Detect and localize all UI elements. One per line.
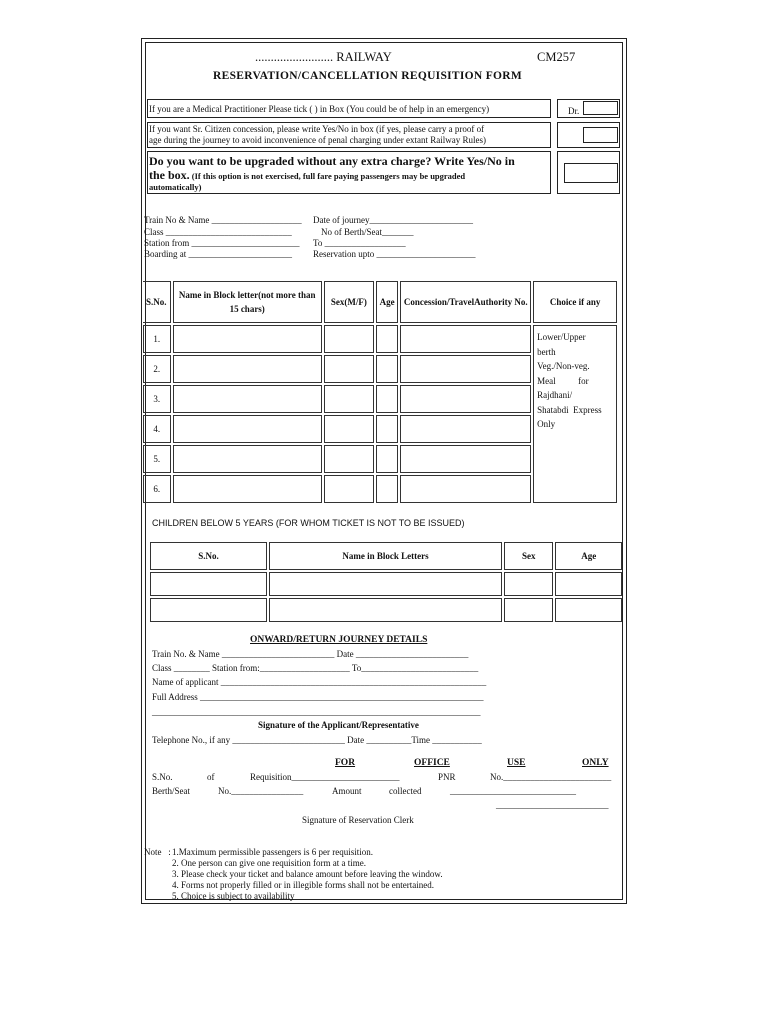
office-sno-label: S.No. xyxy=(152,772,173,782)
age-cell[interactable] xyxy=(376,385,398,413)
upgrade-answer-container xyxy=(557,151,620,194)
name-cell[interactable] xyxy=(173,445,322,473)
concession-cell[interactable] xyxy=(400,475,531,503)
office-word-office: OFFICE xyxy=(414,758,450,768)
age-cell[interactable] xyxy=(376,415,398,443)
berth-seat-no-field[interactable]: No.________________ xyxy=(218,786,304,796)
child-age-cell[interactable] xyxy=(555,572,622,596)
berth-seat-label: Berth/Seat xyxy=(152,786,190,796)
child-age-cell[interactable] xyxy=(555,598,622,622)
office-word-for: FOR xyxy=(335,758,356,768)
row-sno: 5. xyxy=(143,445,171,473)
header-sex: Sex(M/F) xyxy=(324,281,374,323)
row-sno: 4. xyxy=(143,415,171,443)
senior-question-box xyxy=(147,122,551,148)
row-sno: 6. xyxy=(143,475,171,503)
choice-line: Only xyxy=(537,419,556,429)
children-header-sno: S.No. xyxy=(150,542,267,570)
table-row xyxy=(150,572,622,596)
row-sno: 1. xyxy=(143,325,171,353)
header-sno: S.No. xyxy=(143,281,171,323)
concession-cell[interactable] xyxy=(400,325,531,353)
row-sno: 3. xyxy=(143,385,171,413)
concession-cell[interactable] xyxy=(400,415,531,443)
note-item: 2. One person can give one requisition form at a time. xyxy=(172,858,366,868)
child-sex-cell[interactable] xyxy=(504,572,553,596)
child-sno-cell[interactable] xyxy=(150,572,267,596)
children-header-name: Name in Block Letters xyxy=(269,542,502,570)
choice-line: Meal for xyxy=(537,375,589,386)
medical-question-text: If you are a Medical Practitioner Please tick ( ) in Box (You could be of help in an emergency) xyxy=(149,104,490,114)
child-sex-cell[interactable] xyxy=(504,598,553,622)
office-word-only: ONLY xyxy=(582,758,609,768)
note-item: 1.Maximum permissible passengers is 6 per requisition. xyxy=(172,847,373,857)
child-sno-cell[interactable] xyxy=(150,598,267,622)
child-name-cell[interactable] xyxy=(269,598,502,622)
full-address-field[interactable]: Full Address _______________________________________________________________ xyxy=(152,692,484,702)
upgrade-question-line-1: Do you want to be upgraded without any extra charge? Write Yes/No in xyxy=(149,154,515,168)
choice-line: Rajdhani/ xyxy=(537,390,573,400)
header-age: Age xyxy=(376,281,398,323)
medical-question-box xyxy=(147,99,551,118)
onward-train-field[interactable]: Train No. & Name _________________________ Date _________________________ xyxy=(152,649,469,659)
sex-cell[interactable] xyxy=(324,325,374,353)
children-caption: CHILDREN BELOW 5 YEARS (FOR WHOM TICKET IS NOT TO BE ISSUED) xyxy=(152,518,465,528)
name-cell[interactable] xyxy=(173,415,322,443)
header-choice: Choice if any xyxy=(533,281,617,323)
requisition-field[interactable]: Requisition________________________ xyxy=(250,772,400,782)
dr-label: Dr. xyxy=(568,106,580,116)
full-address-line-2[interactable]: _________________________________________________________________________ xyxy=(152,707,481,717)
row-sno: 2. xyxy=(143,355,171,383)
office-word-use: USE xyxy=(507,758,526,768)
form-title: RESERVATION/CANCELLATION REQUISITION FORM xyxy=(213,70,523,82)
senior-answer-box[interactable] xyxy=(583,127,618,143)
applicant-name-field[interactable]: Name of applicant ___________________________________________________________ xyxy=(152,677,487,687)
note-item: 5. Choice is subject to availability xyxy=(172,891,295,901)
sex-cell[interactable] xyxy=(324,385,374,413)
telephone-field[interactable]: Telephone No., if any _________________________ Date __________Time ___________ xyxy=(152,735,482,745)
concession-cell[interactable] xyxy=(400,385,531,413)
name-cell[interactable] xyxy=(173,355,322,383)
sex-cell[interactable] xyxy=(324,445,374,473)
child-name-cell[interactable] xyxy=(269,572,502,596)
children-header-age: Age xyxy=(555,542,622,570)
class-field[interactable]: Class ____________________________ xyxy=(144,227,292,237)
senior-answer-container xyxy=(557,122,620,148)
header-name: Name in Block letter(not more than 15 chars) xyxy=(173,281,322,323)
passenger-table xyxy=(141,279,619,505)
choice-cell[interactable] xyxy=(533,325,617,503)
sex-cell[interactable] xyxy=(324,475,374,503)
note-item: 3. Please check your ticket and balance amount before leaving the window. xyxy=(172,869,443,879)
age-cell[interactable] xyxy=(376,355,398,383)
concession-cell[interactable] xyxy=(400,445,531,473)
name-cell[interactable] xyxy=(173,385,322,413)
age-cell[interactable] xyxy=(376,475,398,503)
form-code: CM257 xyxy=(537,50,576,64)
note-label: Note : xyxy=(144,847,171,857)
table-row xyxy=(150,598,622,622)
upgrade-note-line-1: (If this option is not exercised, full fare paying passengers may be upgraded xyxy=(191,171,466,181)
medical-tick-container xyxy=(557,99,620,118)
senior-question-line-1: If you want Sr. Citizen concession, please write Yes/No in box (if yes, please carry a proof of xyxy=(149,124,485,134)
office-of-label: of xyxy=(207,772,215,782)
children-table xyxy=(148,540,624,624)
date-of-journey-field[interactable]: Date of journey_______________________ xyxy=(313,215,473,225)
choice-line: Lower/Upper xyxy=(537,332,586,342)
applicant-signature-label: Signature of the Applicant/Representative xyxy=(258,720,419,730)
railway-name: ......................... RAILWAY xyxy=(255,50,392,64)
children-header-sex: Sex xyxy=(504,542,553,570)
collected-label: collected xyxy=(389,786,422,796)
upgrade-question-line-2: the box. xyxy=(149,168,190,182)
reservation-upto-field[interactable]: Reservation upto ______________________ xyxy=(313,249,476,259)
note-item: 4. Forms not properly filled or in illegible forms shall not be entertained. xyxy=(172,880,434,890)
upgrade-answer-box[interactable] xyxy=(564,163,618,183)
pnr-label: PNR xyxy=(438,772,456,782)
amount-collected-field[interactable]: ____________________________ xyxy=(450,786,576,796)
amount-label: Amount xyxy=(332,786,362,796)
choice-line: berth xyxy=(537,346,556,357)
no-of-berth-field[interactable]: No of Berth/Seat_______ xyxy=(321,227,414,237)
clerk-signature-line[interactable]: _________________________ xyxy=(496,800,609,810)
station-to-field[interactable]: To __________________ xyxy=(313,238,406,248)
upgrade-question-box xyxy=(147,151,551,194)
age-cell[interactable] xyxy=(376,325,398,353)
choice-line: Veg./Non-veg. xyxy=(537,361,590,371)
onward-class-field[interactable]: Class ________ Station from:____________________ To__________________________ xyxy=(152,663,479,673)
age-cell[interactable] xyxy=(376,445,398,473)
header-concession: Concession/TravelAuthority No. xyxy=(400,281,531,323)
table-row xyxy=(143,325,617,353)
medical-tick-box[interactable] xyxy=(583,101,618,115)
sex-cell[interactable] xyxy=(324,415,374,443)
upgrade-note-line-2: automatically) xyxy=(149,182,202,192)
choice-line: Shatabdi Express xyxy=(537,404,602,415)
sex-cell[interactable] xyxy=(324,355,374,383)
station-from-field[interactable]: Station from ________________________ xyxy=(144,238,300,248)
concession-cell[interactable] xyxy=(400,355,531,383)
train-no-name-field[interactable]: Train No & Name ____________________ xyxy=(144,215,302,225)
boarding-at-field[interactable]: Boarding at _______________________ xyxy=(144,249,292,259)
clerk-signature-label: Signature of Reservation Clerk xyxy=(302,815,414,825)
onward-heading: ONWARD/RETURN JOURNEY DETAILS xyxy=(250,635,428,645)
pnr-number-field[interactable]: No.________________________ xyxy=(490,772,612,782)
senior-question-line-2: age during the journey to avoid inconvenience of penal charging under extant Railway Rules) xyxy=(149,135,486,145)
name-cell[interactable] xyxy=(173,325,322,353)
name-cell[interactable] xyxy=(173,475,322,503)
